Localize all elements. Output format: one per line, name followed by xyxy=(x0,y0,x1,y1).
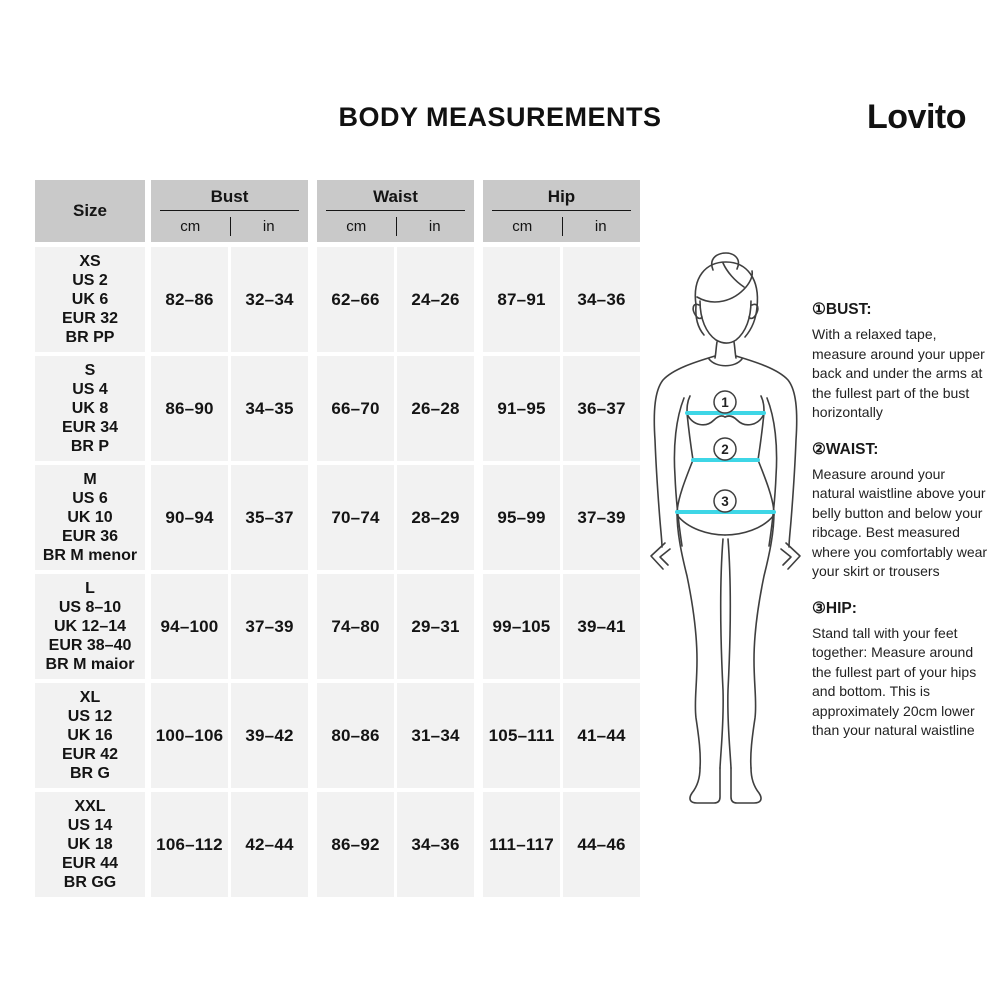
size-line: XXL xyxy=(74,798,106,815)
size-line: US 12 xyxy=(67,708,113,725)
value-cell-hip-in: 41–44 xyxy=(563,683,640,788)
guide-heading: ②WAIST: xyxy=(812,440,879,458)
unit-label-cm: cm xyxy=(180,218,201,235)
size-line: BR GG xyxy=(63,874,117,891)
hair-strand xyxy=(723,263,744,287)
foot-right xyxy=(731,768,761,803)
size-line: US 14 xyxy=(67,817,113,834)
value-cell-waist-cm: 62–66 xyxy=(317,247,394,352)
leg-left-outer xyxy=(677,512,700,768)
size-cell xyxy=(35,792,145,897)
value-cell-hip-cm: 91–95 xyxy=(483,356,560,461)
size-cell xyxy=(35,465,145,570)
hand-right xyxy=(781,549,791,565)
value-cell-bust-cm: 90–94 xyxy=(151,465,228,570)
size-line: L xyxy=(85,580,95,597)
collar xyxy=(709,359,742,366)
arm-right-inner xyxy=(767,398,777,546)
brand-logo: Lovito xyxy=(867,98,966,136)
page-title: BODY MEASUREMENTS xyxy=(338,102,662,132)
size-line: UK 8 xyxy=(71,400,109,417)
arm-left-inner xyxy=(674,398,684,546)
bikini-line-left xyxy=(677,515,725,535)
unit-row-waist xyxy=(317,211,474,242)
value-cell-bust-cm: 82–86 xyxy=(151,247,228,352)
group-label-bust: Bust xyxy=(210,186,249,206)
size-cell xyxy=(35,356,145,461)
body-figure-svg xyxy=(643,250,813,810)
unit-label-cm: cm xyxy=(512,218,533,235)
bikini-line-right xyxy=(725,515,774,535)
table-body xyxy=(35,247,640,897)
value-cell-bust-cm: 94–100 xyxy=(151,574,228,679)
hand-left xyxy=(651,543,665,569)
table-row xyxy=(35,247,640,352)
value-cell-hip-in: 44–46 xyxy=(563,792,640,897)
table-header-row xyxy=(35,180,640,242)
value-cell-bust-cm: 100–106 xyxy=(151,683,228,788)
value-cell-hip-cm: 87–91 xyxy=(483,247,560,352)
bust-curve-right xyxy=(725,414,764,425)
value-cell-bust-in: 32–34 xyxy=(231,247,308,352)
value-cell-waist-in: 31–34 xyxy=(397,683,474,788)
size-line: UK 16 xyxy=(67,727,113,744)
value-cell-bust-in: 34–35 xyxy=(231,356,308,461)
size-line: BR PP xyxy=(65,329,115,346)
size-cell xyxy=(35,247,145,352)
value-cell-hip-cm: 95–99 xyxy=(483,465,560,570)
figure-outline xyxy=(651,253,800,803)
foot-left xyxy=(690,768,720,803)
table-row xyxy=(35,792,640,897)
size-line: S xyxy=(84,362,96,379)
size-line: BR M maior xyxy=(45,656,135,673)
unit-label-in: in xyxy=(428,218,441,235)
value-cell-hip-cm: 99–105 xyxy=(483,574,560,679)
size-line: UK 18 xyxy=(67,836,113,853)
size-line: US 2 xyxy=(72,272,108,289)
size-line: US 4 xyxy=(72,381,108,398)
guide-section xyxy=(812,599,988,741)
value-cell-hip-in: 34–36 xyxy=(563,247,640,352)
value-cell-hip-cm: 111–117 xyxy=(483,792,560,897)
value-cell-bust-cm: 106–112 xyxy=(151,792,228,897)
size-line: M xyxy=(83,471,97,488)
value-cell-waist-cm: 86–92 xyxy=(317,792,394,897)
leg-right-inner xyxy=(728,539,731,768)
value-cell-hip-cm: 105–111 xyxy=(483,683,560,788)
hand-left xyxy=(660,549,670,565)
arm-right-outer xyxy=(736,356,797,547)
size-line: BR G xyxy=(70,765,110,782)
value-cell-bust-in: 35–37 xyxy=(231,465,308,570)
size-line: EUR 32 xyxy=(61,310,119,327)
value-cell-hip-in: 37–39 xyxy=(563,465,640,570)
size-line: UK 10 xyxy=(67,509,113,526)
group-header-waist xyxy=(317,180,474,242)
group-header-hip xyxy=(483,180,640,242)
value-cell-waist-in: 24–26 xyxy=(397,247,474,352)
size-line: XL xyxy=(79,689,101,706)
size-line: EUR 38–40 xyxy=(48,637,132,654)
size-line: UK 6 xyxy=(71,291,109,308)
value-cell-bust-cm: 86–90 xyxy=(151,356,228,461)
value-cell-bust-in: 37–39 xyxy=(231,574,308,679)
value-cell-waist-cm: 80–86 xyxy=(317,683,394,788)
leg-left-inner xyxy=(720,539,723,768)
table-row xyxy=(35,465,640,570)
value-cell-hip-in: 39–41 xyxy=(563,574,640,679)
value-cell-waist-in: 34–36 xyxy=(397,792,474,897)
value-cell-waist-cm: 70–74 xyxy=(317,465,394,570)
size-line: EUR 44 xyxy=(61,855,119,872)
size-chart-table xyxy=(35,180,640,901)
value-cell-waist-in: 26–28 xyxy=(397,356,474,461)
face-outline xyxy=(700,301,751,343)
value-cell-bust-in: 42–44 xyxy=(231,792,308,897)
size-line: EUR 36 xyxy=(61,528,119,545)
size-line: US 8–10 xyxy=(58,599,122,616)
size-line: EUR 42 xyxy=(61,746,119,763)
guide-body-text: Measure around your natural waistline above your belly button and below your ribcage. Best measured where you comfortably wear your skirt or trousers xyxy=(812,465,988,579)
size-column-header: Size xyxy=(35,180,145,242)
bust-marker-number: 1 xyxy=(721,394,729,410)
size-line: BR P xyxy=(70,438,110,455)
unit-row-bust xyxy=(151,211,308,242)
size-cell xyxy=(35,683,145,788)
size-line: EUR 34 xyxy=(61,419,119,436)
value-cell-waist-in: 28–29 xyxy=(397,465,474,570)
measuring-guide xyxy=(812,300,988,758)
waist-marker-number: 2 xyxy=(721,441,729,457)
table-row xyxy=(35,356,640,461)
unit-row-hip xyxy=(483,211,640,242)
body-figure-illustration xyxy=(643,250,813,810)
value-cell-waist-in: 29–31 xyxy=(397,574,474,679)
size-line: US 6 xyxy=(72,490,108,507)
value-cell-bust-in: 39–42 xyxy=(231,683,308,788)
value-cell-hip-in: 36–37 xyxy=(563,356,640,461)
value-cell-waist-cm: 66–70 xyxy=(317,356,394,461)
guide-body-text: Stand tall with your feet together: Measure around the fullest part of your hips and bottom. This is approximately 20cm lower than your natural waistline xyxy=(812,624,977,738)
bust-curve-left xyxy=(687,414,725,425)
guide-body-text: With a relaxed tape, measure around your upper back and under the arms at the fullest part of the bust horizontally xyxy=(812,326,985,420)
size-line: XS xyxy=(79,253,101,270)
hip-marker-number: 3 xyxy=(721,493,729,509)
value-cell-waist-cm: 74–80 xyxy=(317,574,394,679)
group-header-bust xyxy=(151,180,308,242)
group-label-hip: Hip xyxy=(547,186,576,206)
table-row xyxy=(35,683,640,788)
size-line: BR M menor xyxy=(42,547,138,564)
size-cell xyxy=(35,574,145,679)
unit-label-in: in xyxy=(262,218,275,235)
arm-left-outer xyxy=(654,356,715,547)
guide-heading: ①BUST: xyxy=(812,301,872,318)
unit-label-in: in xyxy=(594,218,607,235)
hand-right xyxy=(786,543,800,569)
leg-right-outer xyxy=(751,512,774,768)
guide-heading: ③HIP: xyxy=(812,599,857,617)
size-line: UK 12–14 xyxy=(53,618,127,635)
unit-label-cm: cm xyxy=(346,218,367,235)
group-label-waist: Waist xyxy=(373,186,418,206)
guide-section xyxy=(812,300,988,423)
table-row xyxy=(35,574,640,679)
guide-section xyxy=(812,440,988,582)
